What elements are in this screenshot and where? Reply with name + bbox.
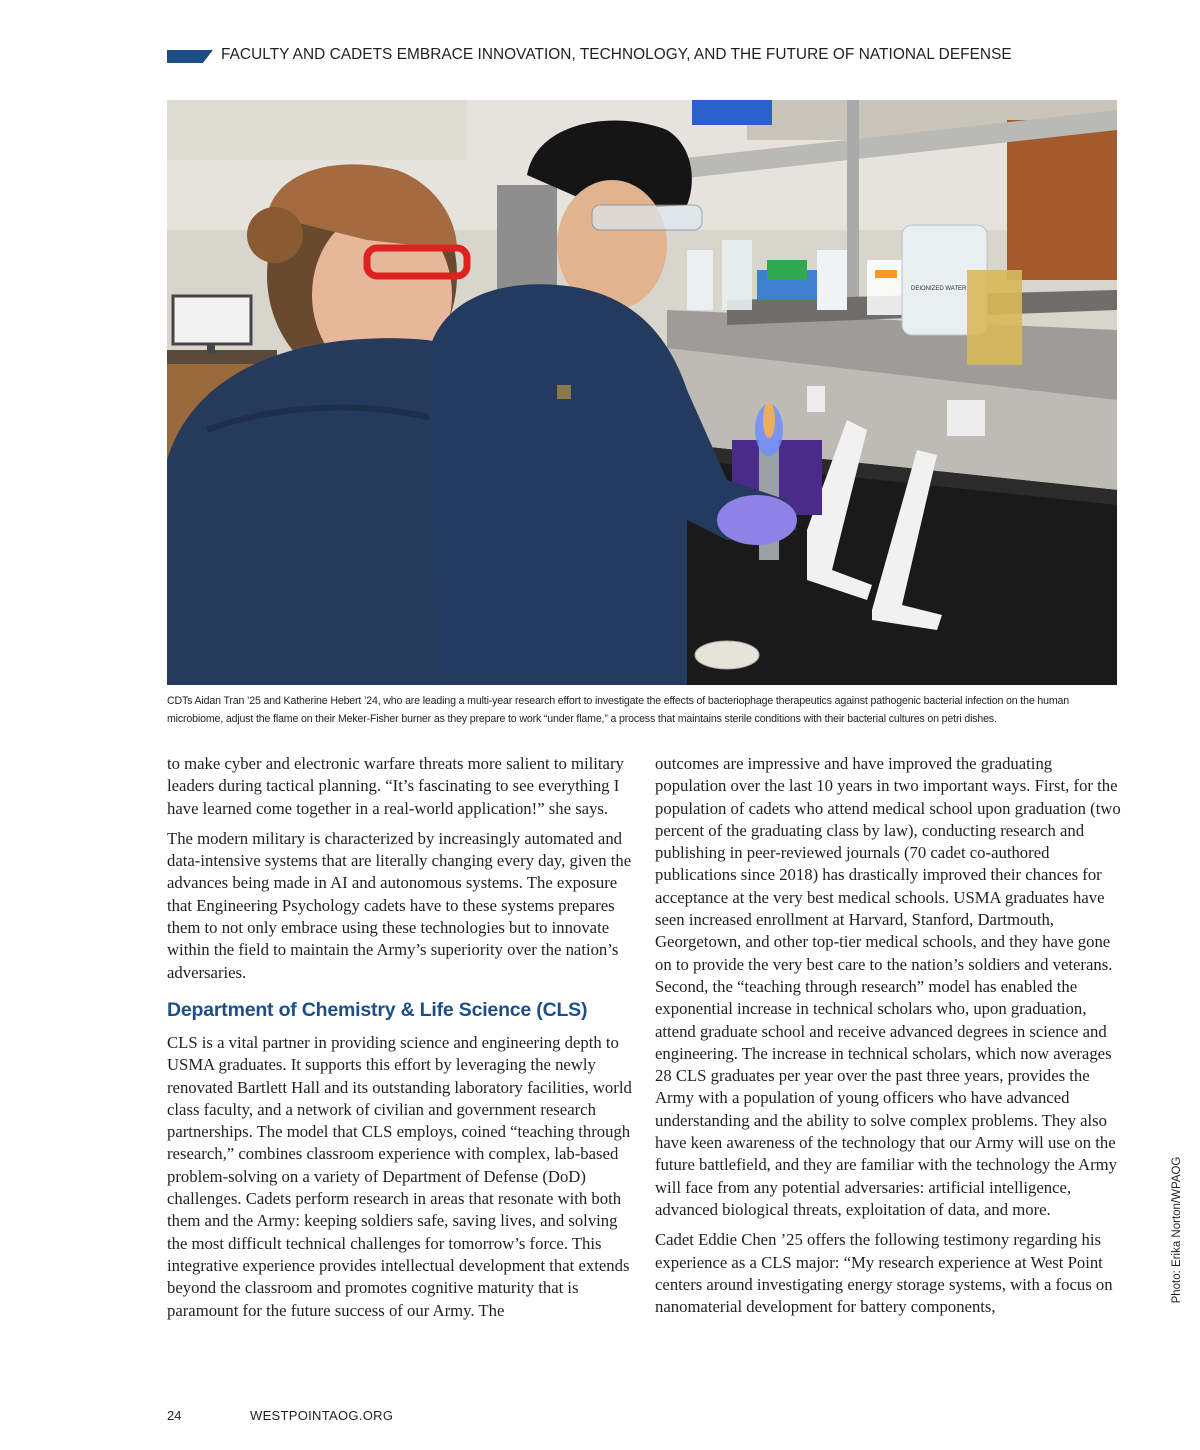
left-column [167,753,633,1330]
body-paragraph: outcomes are impressive and have improved the graduating population over the last 10 years in two important ways. First, for the population of cadets who attend medical school upon graduation (two percent of the graduating class by law), conducting research and publishing in peer-reviewed journals (70 cadet co-authored publications since 2018) has drastically improved their chances for acceptance at the very best medical schools. USMA graduates have seen increased enrollment at Harvard, Stanford, Dartmouth, Georgetown, and other top-tier medical schools, and they have gone on to provide the very best care to the nation’s soldiers and veterans. Second, the “teaching through research” model has enabled the exponential increase in technical scholars who, upon graduation, attend graduate school and receive advanced degrees in science and engineering. The increase in technical scholars, which now averages 28 CLS graduates per year over the past three years, provides the Army with a population of young officers who have advanced understanding and the ability to solve complex problems. They also have keen awareness of the technology that our Army will use on the future battlefield, and they are familiar with the technology the Army will face from any potential adversaries: artificial intelligence, advanced biological threats, exploitation of data, and more. [655,754,1121,1219]
body-paragraph: to make cyber and electronic warfare threats more salient to military leaders during tactical planning. “It’s fascinating to see everything I have learned come together in a real-world application!” she says. [167,754,624,818]
right-column [655,753,1121,1326]
photo-credit: Photo: Erika Norton/WPAOG [1171,1156,1183,1304]
section-header: FACULTY AND CADETS EMBRACE INNOVATION, TECHNOLOGY, AND THE FUTURE OF NATIONAL DEFENSE [221,46,1012,63]
body-paragraph: Cadet Eddie Chen ’25 offers the following testimony regarding his experience as a CLS major: “My research experience at West Point centers around investigating energy storage systems, with a focus on nanomaterial development for battery components, [655,1230,1113,1317]
section-marker-bar [167,50,213,63]
bottle-label-text: DEIONIZED WATER [911,286,967,292]
photo-caption: CDTs Aidan Tran ’25 and Katherine Hebert ’24, who are leading a multi-year research effort to investigate the effects of bacteriophage therapeutics against pathogenic bacterial infection on the human microbiome, adjust the flame on their Meker-Fisher burner as they prepare to work “under flame,” a process that maintains sterile conditions with their bacterial cultures on petri dishes. [167,695,1069,725]
body-paragraph: The modern military is characterized by increasingly automated and data-intensive systems that are literally changing every day, given the advances being made in AI and autonomous systems. The exposure that Engineering Psychology cadets have to these systems prepares them to not only embrace using these technologies but to innovate within the field to maintain the Army’s superiority over the nation’s adversaries. [167,828,632,982]
body-paragraph: CLS is a vital partner in providing science and engineering depth to USMA graduates. It supports this effort by leveraging the newly renovated Bartlett Hall and its outstanding laboratory facilities, world class faculty, and a network of civilian and government research partnerships. The model that CLS employs, coined “teaching through research,” combines classroom experience with complex, lab-based problem-solving on a variety of Department of Defense (DoD) challenges. Cadets perform research in areas that resonate with both them and the Army: keeping soldiers safe, saving lives, and solving the most difficult technical challenges for tomorrow’s force. This integrative experience provides intellectual development that extends beyond the classroom and promotes cognitive maturity that is paramount for the future success of our Army. The [167,1032,632,1320]
lab-photo [167,100,1117,685]
section-heading-cls: Department of Chemistry & Life Science (CLS) [167,998,588,1021]
footer-website: WESTPOINTAOG.ORG [250,1408,394,1423]
page-number: 24 [167,1408,182,1423]
